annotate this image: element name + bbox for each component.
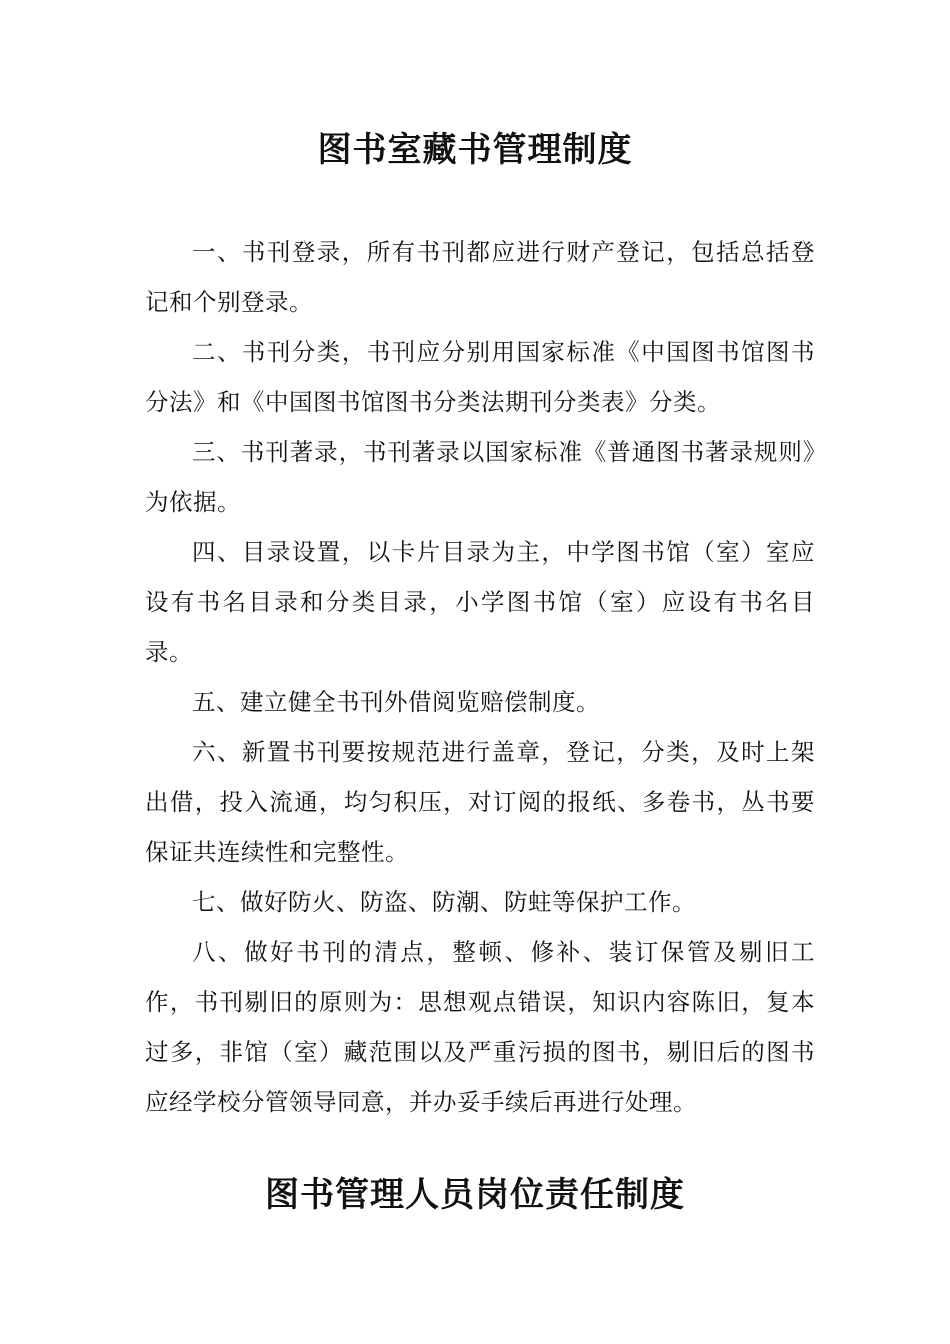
paragraph-5: 五、建立健全书刊外借阅览赔偿制度。 (192, 688, 600, 716)
document-body (145, 227, 815, 1127)
paragraph-8: 八、做好书刊的清点，整顿、修补、装订保管及剔旧工作，书刊剔旧的原则为：思想观点错误，知识内容陈旧，复本过多，非馆（室）藏范围以及严重污损的图书，剔旧后的图书应经学校分管领导同意，并办妥手续后再进行处理。 (145, 938, 815, 1116)
document-title: 图书室藏书管理制度 (317, 130, 633, 170)
paragraph-4: 四、目录设置，以卡片目录为主，中学图书馆（室）室应设有书名目录和分类目录，小学图书馆（室）应设有书名目录。 (145, 538, 815, 666)
paragraph-6: 六、新置书刊要按规范进行盖章，登记，分类，及时上架出借，投入流通，均匀积压，对订阅的报纸、多卷书，丛书要保证共连续性和完整性。 (145, 738, 815, 866)
paragraph-2: 二、书刊分类，书刊应分别用国家标准《中国图书馆图书分法》和《中国图书馆图书分类法期刊分类表》分类。 (145, 338, 815, 416)
second-section-title: 图书管理人员岗位责任制度 (265, 1175, 685, 1215)
paragraph-1: 一、书刊登录，所有书刊都应进行财产登记，包括总括登记和个别登录。 (145, 238, 815, 316)
paragraph-3: 三、书刊著录，书刊著录以国家标准《普通图书著录规则》为依据。 (145, 438, 815, 516)
paragraph-7: 七、做好防火、防盗、防潮、防蛀等保护工作。 (192, 888, 696, 916)
